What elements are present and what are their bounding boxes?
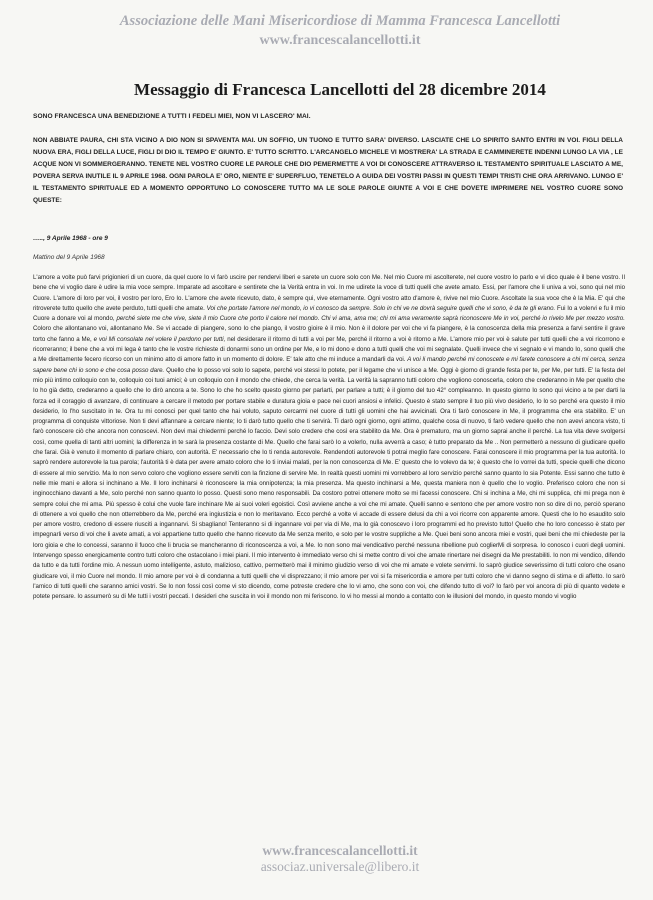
body-segment: A voi li mando perché mi conoscete e mi farete conoscere a chi mi cerca, senza sapere bene chi io sono e che cosa posso dare. (33, 356, 625, 374)
footer-email[interactable]: associaz.universale@libero.it (260, 859, 420, 874)
body-segment: Quello che Io posso voi solo lo sapete, perché voi stessi lo potete, per il legame che vi unisce a Me. Oggi è giorno di grande festa per te, per Me, per tutti. E' la festa del mio più intimo colloquio con te, colloquio coi tuoi amici; è un colloquio con il mondo che chiede, che cerca la verità. La verità la sapranno tutti coloro che vogliono conoscerla, coloro che crederanno in Me per quello che Io ho già detto, crederanno a quello che Io dirò ancora a te. Sono Io che ho scelto questo giorno per parlarti, per parlare a tutti; è il giorno del tuo 42° compleanno. In questo giorno Io sono qui vicino a te per darti la forza ed il coraggio di avanzare, di continuare a cercare il metodo per portare stabile e duratura gioia e pace nei cuori ansiosi e infelici. Questo è stato sempre il tuo più vivo desiderio, Io lo so perché era questo il mio desiderio, Io l'ho suscitato in te. Ora tu mi conosci per quel tanto che hai voluto, saputo cercarmi nel cuore di tutti gli uomini che hai avvicinati. Ora ti farò conoscere in Me, il programma che era stabilito. E' un programma di conquiste vittoriose. Non ti devi affannare a cercare niente; Io ti darò tutto quello che ti servirà. Ti darò ogni giorno, ogni attimo, qualche cosa di nuovo, ti farò vedere quello che non avevi ancora visto, ti farò conoscere ciò che ancora non conoscevi. Non devi mai chiedermi perché lo faccio. Devi solo credere che così era stabilito da Me. Ora è prematuro, ma un giorno saprai anche il perché. La tua vita deve svolgersi così, come quella di tanti altri uomini; la differenza in te sarà la presenza costante di Me. Quello che farai sarò Io a volerlo, nulla avverrà a caso; è tutto preparato da Me .. Non permetterò a nessuno di giudicare quello che farai. Già è venuto il momento di parlare chiaro, con autorità. E' necessario che Io ti renda autorevole. Rendendoti autorevole ti potrai meglio fare conoscere. Farai conoscere il mio programma per la tua autorità. Io saprò rendere autorevole la tua parola; l'autorità ti è data per avere amato coloro che Io ti inviai malati, per la non conoscenza di Me. E' questo che Io volevo da te; è questo che Io vorrei da tutti, specie quelli che dicono di essere al mio servizio. Ma lo non servo coloro che vogliono essere serviti con la finzione di servire Me. In realtà questi uomini mi vorrebbero al loro servizio perché sanno quanto Io sia Potente. Essi sanno che tutto è nelle mie mani e allora si inchinano a Me. Il loro inchinarsi è riconoscere la mia onnipotenza; la mia presenza. Ma questo inchinarsi a Me, questa maniera non è quello che Io voglio. Preferisco coloro che non si inginocchiano davanti a Me, solo perché non sanno quanto lo posso. Questi sono meno responsabili. Da costoro potrei ottenere molto se mi facessi conoscere. Chi si inchina a Me, chi mi supplica, chi mi prega non è sempre colui che mi ama. Più spesso è colui che vuole fare inchinare Me ai suoi voleri egoistici. Così avviene anche a voi che mi amate. Quelli sanno e sentono che per amore vostro non so dire di no, perciò sperano di ottenere a voi quello che non otterrebbero da Me, perché era ingiustizia e non lo meritavano. Ecco perché a volte vi accade di essere delusi da chi a voi ricorre con apparente amore. Questi che lo ho esaudito solo per amore vostro, credono di essere riusciti a ingannarvi. Si sbagliano! Tenteranno si di ingannare voi per via di Me, ma lo già conoscevo i loro programmi ed ho previsto tutto! Quello che ho loro concesso è stato per impegnarli verso di voi che li avete amati, a voi appartiene tutto quello che hanno ricevuto da Me senza merito, e solo per le vostre suppliche a Me. Quei beni sono ancora miei e vostri, quei beni che mi chiedeste per la loro gioia e che lo concessi, saranno il fuoco che li brucia se mancheranno di riconoscenza a voi, a Me. Io non sono mai vendicativo perché nessuna ribellione può coglierMi di sorpresa. Io conosco i cuori degli uomini. Intervengo spesso energicamente contro tutti coloro che ostacolano i miei piani. Il mio intervento è immediato verso chi si mette contro di voi che amate rinertare nei disegni da Me prestabiliti. Io non mi vendico, difendo da tutto e da tutti l'ordine mio. A nessun uomo intelligente, astuto, malizioso, cattivo, permetterò mai il minimo giudizio verso di voi che mi amate e volete servirmi. Io saprò giudice severissimo di tutti coloro che osano giudicare voi, il mio Cuore nel mondo. Il mio amore per voi è di condanna a tutti quelli che vi disprezzano; il mio amore per voi si fa misericordia e amore per tutti coloro che vi danno segno di stima e di affetto. Io sarò l'amico di tutti quelli che saranno amici vostri. Se lo non fossi così come vi sto dicendo, come potreste credere che Io vi amo, che sono con voi, che difendo tutto di voi? Io farò per voi ancora di più di quanto vedete e potete pensare. Io assumerò su di Me tutti i vostri peccati. I desideri che suscita in voi il mondo non mi feriscono. Io vi ho messi al mondo a contatto con le illusioni del mondo, in questo mondo vi voglio (33, 366, 625, 601)
body-segment: Coloro che allontanano voi, allontanano Me. Se vi accade di piangere, sono Io che piango, il vostro gioire è il mio. Non è il dolore per voi che vi fa piangere, è la conoscenza della mia presenza a farvi sentire il grave torto che fanno a Me, (33, 325, 625, 343)
body-segment: L'amore a volte può farvi prigionieri di un cuore, da quel cuore Io vi farò uscire per rendervi liberi e sarete un cuore solo con Me. Nel mio Cuore mi ascolterete, nel cuore vostro Io parlo e vi dico quale è il bene vostro. Il bene che vi voglio dare è udire la mia voce sempre. Imparate ad ascoltare e sentirete che la Verità entra in voi. In me udirete la voce di tutti quelli che avete amato. Essi, per l'amore che li univa a voi, sono qui nel mio Cuore. L'amore di loro per voi, il vostro per loro, Ero Io. L'amore che avete ricevuto, dato, è sempre qui, vive eternamente. Ogni vostro atto d'amore è, rivive nel mio Cuore. Ascoltate la sua voce che è la Mia. E' qui che ritroverete tutto quello che avete perduto, tutti quelli che amate. (33, 274, 625, 312)
dateline: ….., 9 Aprile 1968 - ore 9 (33, 235, 108, 242)
body-segment: nel desiderare il ritorno di tutti a voi per Me, perché il ritorno a voi è ritorno a Me. L'amore mio per voi è salute per tutti quelli che a voi ricorrono e ricorreranno; il bene che a voi mi lega è tanto che le vostre richieste di donarmi sono un ordine per Me, e lo mi dono e dono a tutti quelli che voi mi segnalate. Quelli invece che vi segnalo e vi mando Io, sono quelli che a Me direttamente fecero ricorso con un minimo atto di amore fatto in un momento di dolore. E' tale atto che mi induce a mandarli da voi. (33, 335, 625, 364)
caps-paragraph: NON ABBIATE PAURA, CHI STA VICINO A DIO NON SI SPAVENTA MAI. UN SOFFIO, UN TUONO E TUTTO SARA' DIVERSO. LASCIATE CHE LO SPIRITO SANTO ENTRI IN VOI. FIGLI DELLA NUOVA ERA, FIGLI DELLA LUCE, FIGLI DI DIO IL TEMPO E' GIUNTO. E' TUTTO SCRITTO. L'ARCANGELO MICHELE VI MOSTRERA' LA STRADA E CAMMINERETE INDENNI LUNGO LA VIA , LE ACQUE NON VI SOMMERGERANNO. TENETE NEL VOSTRO CUORE LE PAROLE CHE DIO PEMERMETTE A VOI DI CONOSCERE ATTRAVERSO IL TESTAMENTO SPIRITUALE LASCIATO A ME, POVERA SERVA INUTILE IL 9 APRILE 1968. OGNI PAROLA E' ORO, NIENTE E' SUPERFLUO, TENETELO A GUIDA DEI VOSTRI PASSI IN QUESTI TEMPI TRISTI CHE ORA ARRIVANO. LUNGO E' IL TESTAMENTO SPIRITUALE ED A MOMENTO OPPORTUNO LO CONOSCERE TUTTO MA LE SOLE PAROLE GIUNTE A VOI E CHE DOVETE IMPRIMERE NEL VOSTRO CUORE SONO QUESTE: (33, 137, 623, 204)
page-title: Messaggio di Francesca Lancellotti del 28 dicembre 2014 (134, 80, 546, 99)
footer-url[interactable]: www.francescalancellotti.it (262, 843, 418, 858)
body-segment: Voi che portate l'amore nel mondo, io vi conosco da sempre. Solo in chi ve ne dovrà seguire quelli che vi sono, è da te gli erano. (206, 304, 557, 312)
intro-line: SONO FRANCESCA UNA BENEDIZIONE A TUTTI I FEDELI MIEI, NON VI LASCERO' MAI. (33, 113, 311, 120)
header-url[interactable]: www.francescalancellotti.it (259, 33, 421, 48)
mattino-line: Mattino del 9 Aprile 1968 (33, 254, 105, 261)
message-body (33, 273, 625, 843)
body-segment: Fui Io a volervi e fu il mio Cuore a donare voi al mondo, (33, 304, 625, 323)
body-segment: e voi Mi consolate nel volere il perdono per tutti, (93, 335, 228, 343)
header-association: Associazione delle Mani Misericordiose di Mamma Francesca Lancellotti (119, 13, 561, 29)
body-segment: perché siete me che vive, siete il mio Cuore che porto il calore nel mondo. Chi vi ama, ama me; chi mi ama veramente saprà riconoscere Me in voi, perché io rivelo Me per mezzo vostro. (116, 315, 625, 323)
